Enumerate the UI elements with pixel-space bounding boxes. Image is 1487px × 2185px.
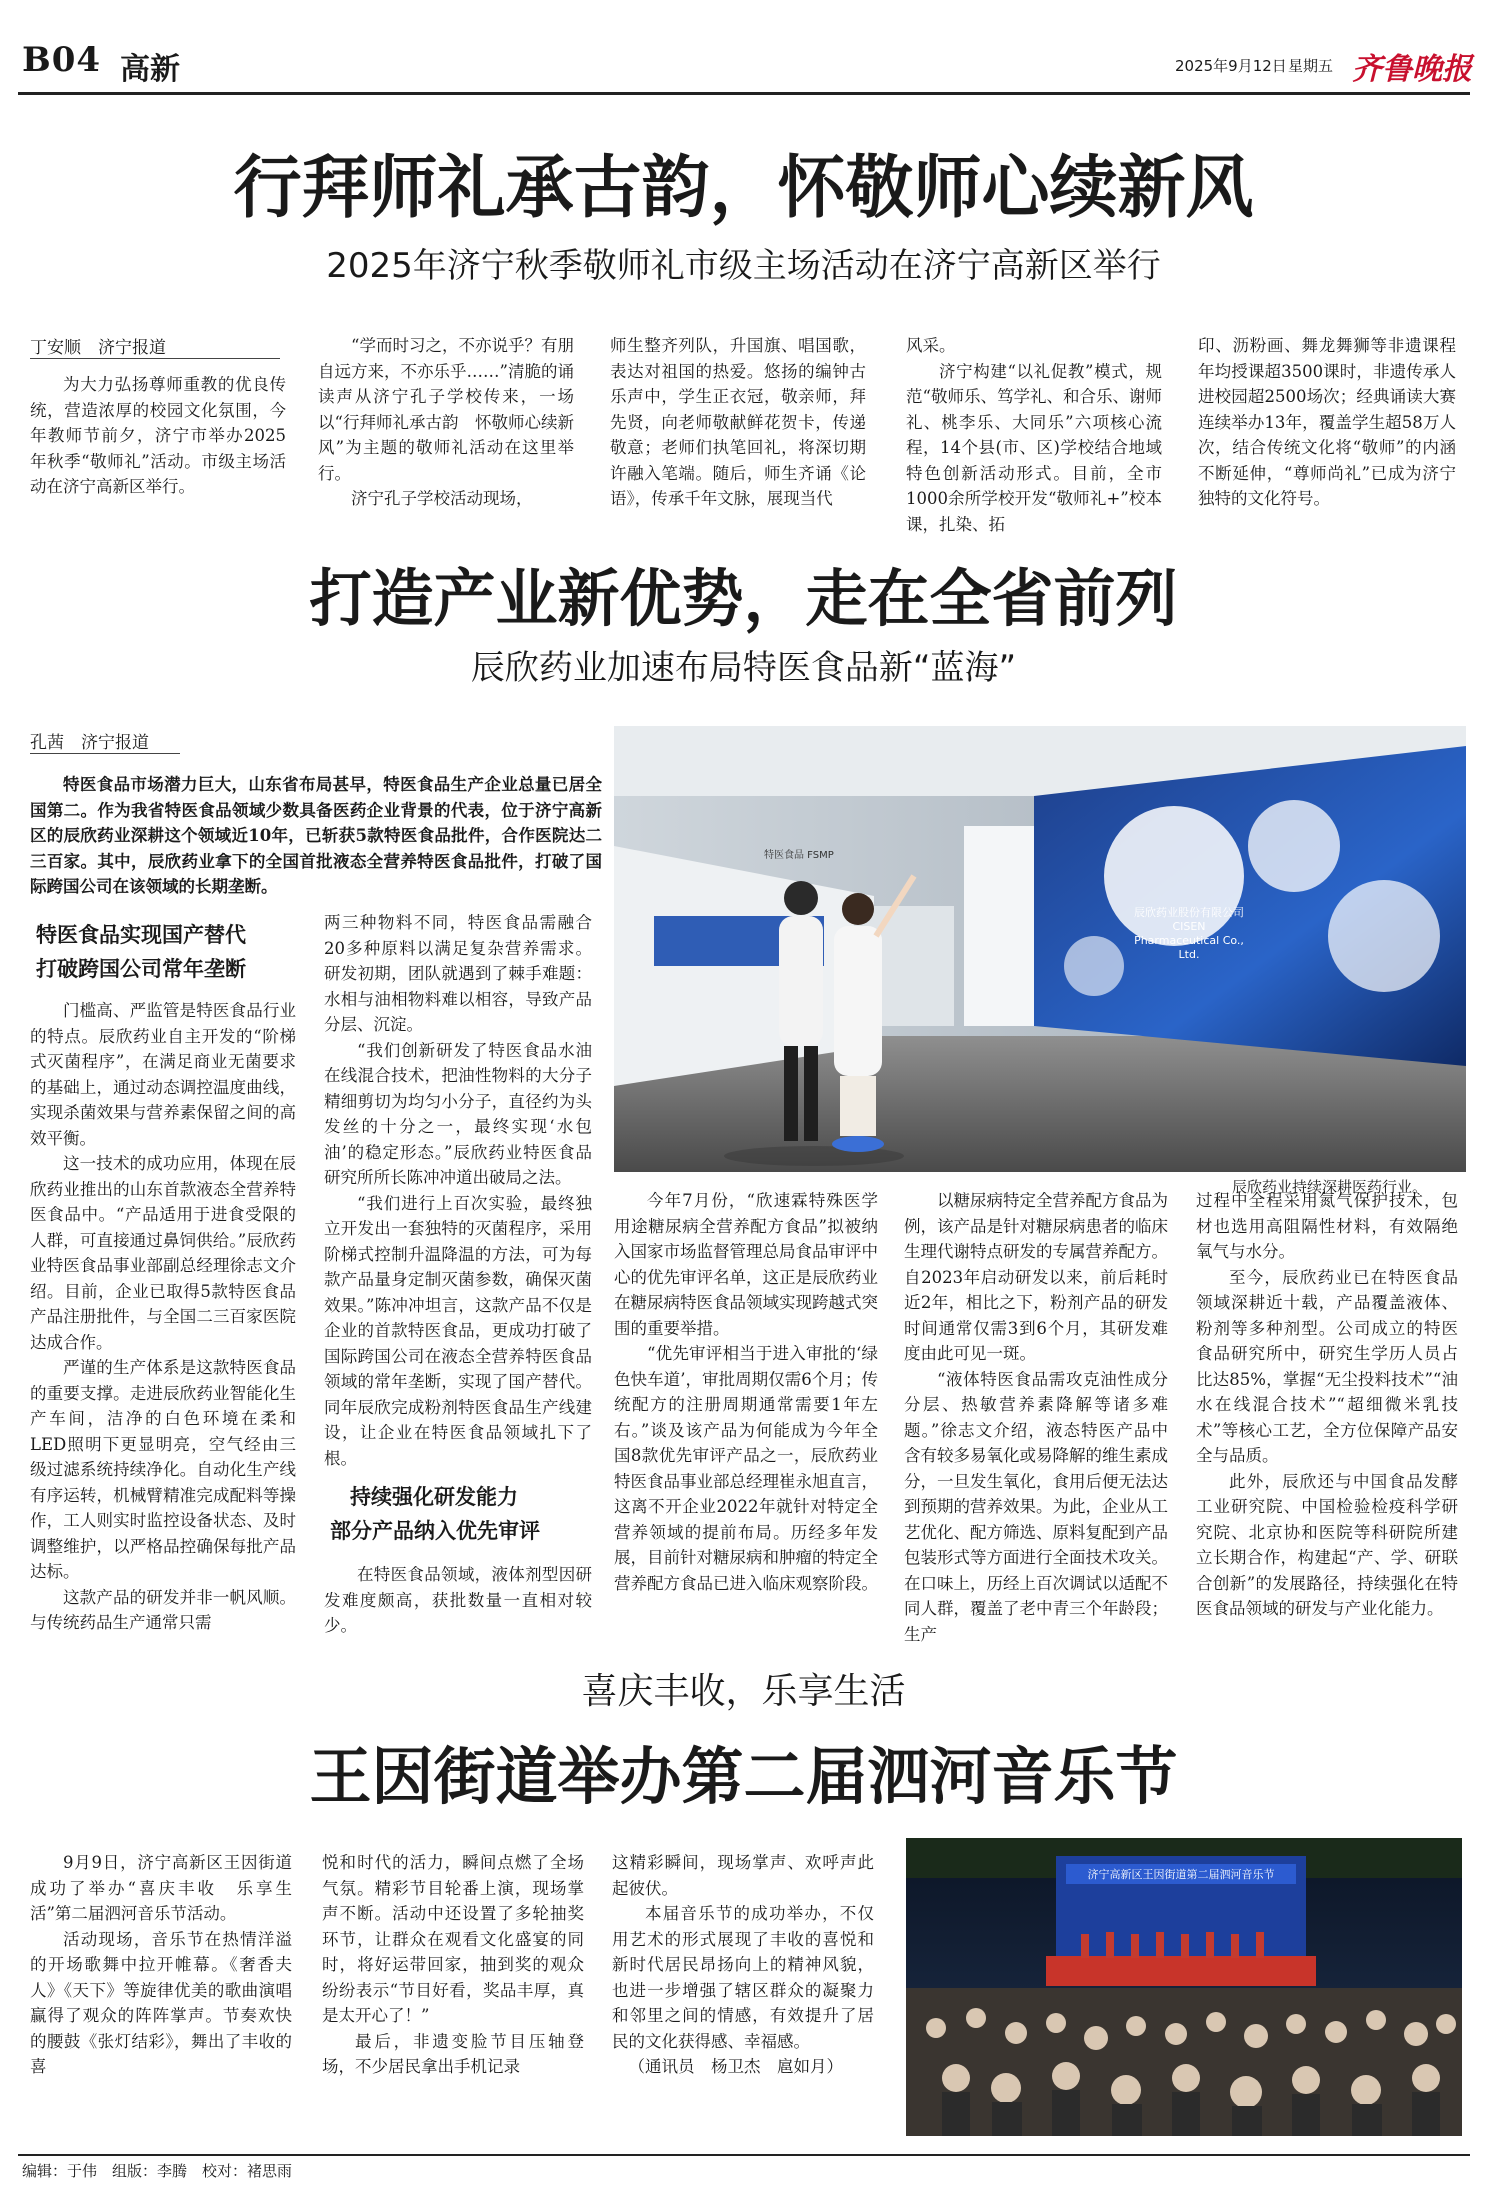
article3-title: 王因街道举办第二届泗河音乐节 [309,1740,1178,1813]
article2-byline: 孔茜 济宁报道 [30,733,149,753]
article2-title: 打造产业新优势，走在全省前列 [309,562,1178,635]
article2-col4: 以糖尿病特定全营养配方食品为例，该产品是针对糖尿病患者的临床生理代谢特点研发的专属营养配方。自2023年启动研发以来，前后耗时近2年，相比之下，粉剂产品的研发时间通常仅需3到6个月，其研发难度由此可见一斑。 “液体特医食品需攻克油性成分分层、热敏营养素降解等诸多难题。”徐志文介绍，液态特医产品中含有较多易氧化或易降解的维生素成分，一旦发生氧化，食用后便无法达到预期的营养效果。为此，企业从工艺优化、配方筛选、原料复配到产品包装形式等方面进行全面技术攻关。在口味上，历经上百次调试以适配不同人群，覆盖了老中青三个年龄段；生产 [904,1191,1168,1644]
article1-col1: 为大力弘扬尊师重教的优良传统，营造浓厚的校园文化氛围，今年教师节前夕，济宁市举办2025年秋季“敬师礼”活动。市级主场活动在济宁高新区举行。 [30,375,286,496]
article1-byline: 丁安顺 济宁报道 [30,338,166,358]
pharma-exhibition-photo [614,726,1466,1172]
article1-subtitle: 2025年济宁秋季敬师礼市级主场活动在济宁高新区举行 [326,246,1161,286]
photo-caption: 辰欣药业持续深耕医药行业。 [1232,1178,1428,1196]
newspaper-logo: 齐鲁晚报 [1352,52,1472,87]
article1-col2: “学而时习之，不亦说乎？有朋自远方来，不亦乐乎……”清脆的诵读声从济宁孔子学校传来，一场以“行拜师礼承古韵 怀敬师心续新风”为主题的敬师礼活动在这里举行。 济宁孔子学校活动现场， [318,336,574,508]
exhibition-hall-illustration [614,726,1466,1172]
concert-crowd-illustration [906,1838,1462,2136]
article3-sign: （通讯员 杨卫杰 扈如月） [628,2057,843,2076]
page-number: B04 [22,40,102,80]
article1-col4: 风采。 济宁构建“以礼促教”模式，规范“敬师乐、笃学礼、和合乐、谢师礼、桃李乐、大同乐”六项核心流程，14个县(市、区)学校结合地域特色创新活动形式。目前，全市1000余所学校开发“敬师礼+”校本课，扎染、拓 [906,336,1162,534]
article2-col2: 两三种物料不同，特医食品需融合20多种原料以满足复杂营养需求。研发初期，团队就遇到了棘手难题：水相与油相物料难以相容，导致产品分层、沉淀。 “我们创新研发了特医食品水油在线混合技术，把油性物料的大分子精细剪切为均匀小分子，直径约为头发丝的十分之一，最终实现‘水包油’的稳定形态。”辰欣药业特医食品研究所所长陈冲冲道出破局之法。 “我们进行上百次实验，最终独立开发出一套独特的灭菌程序，采用阶梯式控制升温降温的方法，可为每款产品量身定制灭菌参数，确保灭菌效果。”陈冲冲坦言，这款产品不仅是企业的首款特医食品，更成功打破了国际跨国公司在液态全营养特医食品领域的常年垄断，实现了国产替代。同年辰欣完成粉剂特医食品生产线建设，让企业在特医食品领域扎下了根。 [324,913,592,1468]
article1-col5: 印、沥粉画、舞龙舞狮等非遗课程年均授课超3500课时，非遗传承人进校园超2500场次；经典诵读大赛连续举办13年，覆盖学生超58万人次，结合传统文化将“敬师”的内涵不断延伸，“尊师尚礼”已成为济宁独特的文化符号。 [1198,336,1456,508]
article3-kicker: 喜庆丰收，乐享生活 [581,1671,906,1712]
music-festival-photo [906,1838,1462,2136]
festival-banner-text: 济宁高新区王因街道第二届泗河音乐节 [1087,1868,1275,1881]
article2-subhead-1: 特医食品实现国产替代 打破跨国公司常年垄断 [36,922,246,981]
article2-lead: 特医食品市场潜力巨大，山东省布局甚早，特医食品生产企业总量已居全国第二。作为我省特医食品领域少数具备医药企业背景的代表，位于济宁高新区的辰欣药业深耕这个领域近10年，已斩获5款特医食品批件，合作医院达二三百家。其中，辰欣药业拿下的全国首批液态全营养特医食品批件，打破了国际跨国公司在该领域的长期垄断。 [30,775,602,896]
article1-title: 行拜师礼承古韵，怀敬师心续新风 [233,148,1254,228]
article2-subtitle: 辰欣药业加速布局特医食品新“蓝海” [470,648,1017,688]
article2-col1: 门槛高、严监管是特医食品行业的特点。辰欣药业自主开发的“阶梯式灭菌程序”，在满足商业无菌要求的基础上，通过动态调控温度曲线，实现杀菌效果与营养素保留之间的高效平衡。 这一技术的成功应用，体现在辰欣药业推出的山东首款液态全营养特医食品中。“产品适用于进食受限的人群，可直接通过鼻饲供给。”辰欣药业特医食品事业部副总经理徐志文介绍。目前，企业已取得5款特医食品产品注册批件，与全国二三百家医院达成合作。 严谨的生产体系是这款特医食品的重要支撑。走进辰欣药业智能化生产车间，洁净的白色环境在柔和LED照明下更显明亮，空气经由三级过滤系统持续净化。自动化生产线有序运转，机械臂精准完成配料等操作，工人则实时监控设备状态、及时调整维护，以严格品控确保每批产品达标。 这款产品的研发并非一帆风顺。与传统药品生产通常只需 [30,1001,296,1632]
article3-col3: 这精彩瞬间，现场掌声、欢呼声此起彼伏。 本届音乐节的成功举办，不仅用艺术的形式展现了丰收的喜悦和新时代居民昂扬向上的精神风貌，也进一步增强了辖区群众的凝聚力和邻里之间的情感，有效提升了居民的文化获得感、幸福感。 （通讯员 杨卫杰 扈如月） [612,1850,874,2080]
footer-credits: 编辑：于伟 组版：李腾 校对：褚思雨 [22,2162,293,2180]
article2-col3: 今年7月份，“欣速霖特殊医学用途糖尿病全营养配方食品”拟被纳入国家市场监督管理总局食品审评中心的优先审评名单，这正是辰欣药业在糖尿病特医食品领域实现跨越式突围的重要举措。 “优先审评相当于进入审批的‘绿色快车道’，审批周期仅需6个月；传统配方的注册周期通常需要1年左右。”谈及该产品为何能成为今年全国8款优先审评产品之一，辰欣药业特医食品事业部总经理崔永旭直言，这离不开企业2022年就针对特定全营养领域的提前布局。历经多年发展，目前针对糖尿病和肿瘤的特定全营养配方食品已进入临床观察阶段。 [614,1191,878,1593]
article2-col5: 过程中全程采用氮气保护技术，包材也选用高阻隔性材料，有效隔绝氧气与水分。 至今，辰欣药业已在特医食品领域深耕近十载，产品覆盖液体、粉剂等多种剂型。公司成立的特医食品研究所中，研究生学历人员占比达85%，掌握“无尘投料技术”“油水在线混合技术”“超细微米乳技术”等核心工艺，全方位保障产品安全与品质。 此外，辰欣还与中国食品发酵工业研究院、中国检验检疫科学研究院、北京协和医院等科研院所建立长期合作，构建起“产、学、研联合创新”的发展路径，持续强化在特医食品领域的研发与产业化能力。 [1196,1191,1458,1618]
issue-date: 2025年9月12日 [1175,57,1287,75]
article1-col3: 师生整齐列队，升国旗、唱国歌，表达对祖国的热爱。悠扬的编钟古乐声中，学生正衣冠，敬亲师，拜先贤，向老师敬献鲜花贺卡，传递敬意；老师们执笔回礼，将深切期许融入笔端。随后，师生齐诵《论语》，传承千年文脉，展现当代 [610,336,866,508]
article3-col1: 9月9日，济宁高新区王因街道成功了举办“喜庆丰收 乐享生活”第二届泗河音乐节活动。 活动现场，音乐节在热情洋溢的开场歌舞中拉开帷幕。《奢香夫人》《天下》等旋律优美的歌曲演唱赢得了观众的阵阵掌声。节奏欢快的腰鼓《张灯结彩》，舞出了丰收的喜 [30,1853,292,2076]
article2-col2-tail: 在特医食品领域，液体剂型因研发难度颇高，获批数量一直相对较少。 [324,1565,592,1635]
issue-weekday: 星期五 [1288,57,1334,75]
article3-col2: 悦和时代的活力，瞬间点燃了全场气氛。精彩节目轮番上演，现场掌声不断。活动中还设置了多轮抽奖环节，让群众在观看文化盛宴的同时，将好运带回家，抽到奖的观众纷纷表示“节目好看，奖品丰厚，真是太开心了！” 最后，非遗变脸节目压轴登场，不少居民拿出手机记录 [322,1853,584,2076]
section-name: 高新 [120,52,180,87]
byline-rule [30,358,280,359]
byline-rule [30,753,180,754]
photo-wall-text: 特医食品 FSMP [764,850,834,861]
article2-subhead-2: 持续强化研发能力 部分产品纳入优先审评 [330,1484,540,1543]
header-rule [18,92,1470,95]
footer-rule [18,2154,1470,2156]
photo-sign-text: 辰欣药业股份有限公司 CISEN Pharmaceutical Co., Ltd. [1134,906,1244,961]
